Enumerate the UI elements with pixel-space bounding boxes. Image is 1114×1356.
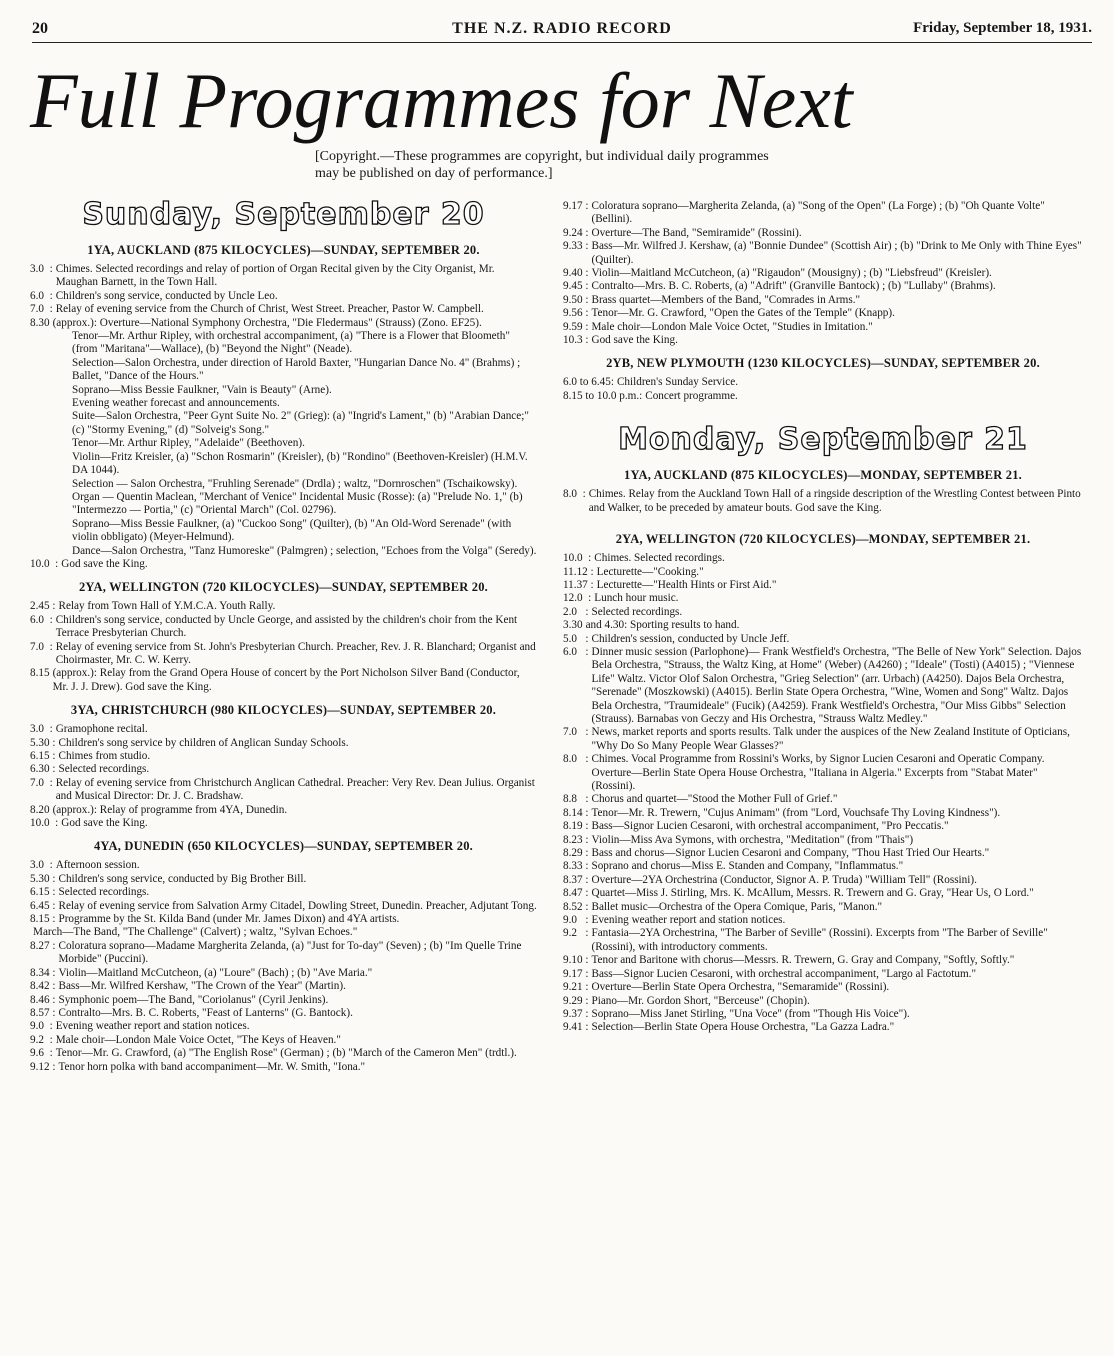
programme-entry — [30, 817, 537, 830]
entry-time: 7.0 : — [30, 640, 53, 653]
entry-time: 8.52 : — [563, 900, 589, 913]
entry-time: 9.0 : — [30, 1020, 53, 1033]
entry-text: Tenor and Baritone with chorus—Messrs. R. Trewern, G. Gray and Company, "Softly, Softly." — [591, 954, 1015, 967]
dunedin-sunday-entries — [30, 859, 537, 1074]
entry-time: 9.21 : — [563, 981, 589, 994]
programme-item: Violin—Fritz Kreisler, (a) "Schon Rosmarin" (Kreisler), (b) "Rondino" (Beethoven-Kreisler) (H.M.V. DA 1044). — [72, 450, 528, 477]
entry-text: Chorus and quartet—"Stood the Mother Full of Grief." — [591, 793, 838, 806]
programme-entry — [563, 294, 1083, 307]
programme-entry — [563, 267, 1083, 280]
copyright-notice: [Copyright.—These programmes are copyright, but individual daily programmes may be published on day of performance.] — [315, 149, 769, 181]
programme-entry — [30, 1020, 537, 1033]
programme-entry — [30, 750, 537, 763]
entry-time: 9.59 : — [563, 320, 589, 333]
programme-entry — [30, 926, 537, 939]
entry-text: Children's Sunday Service. — [616, 376, 738, 389]
entry-time: 8.8 : — [563, 793, 589, 806]
entry-time: 9.10 : — [563, 954, 589, 967]
auckland-sunday-items — [30, 330, 537, 558]
entry-text: Tenor—Mr. G. Crawford, (a) "The English Rose" (German) ; (b) "March of the Cameron Men" (trdtl.). — [55, 1047, 517, 1060]
entry-time: 8.23 : — [563, 833, 589, 846]
entry-time: 6.0 : — [30, 289, 53, 302]
programme-entry — [30, 667, 537, 694]
entry-text: Male choir—London Male Voice Octet, "The Keys of Heaven." — [55, 1033, 341, 1046]
programme-entry — [30, 967, 537, 980]
entry-time: 8.19 : — [563, 820, 589, 833]
programme-item: Dance—Salon Orchestra, "Tanz Humoreske" (Palmgren) ; selection, "Echoes from the Volga" (Seredy). — [72, 544, 537, 557]
entry-time: 11.37 : — [563, 578, 594, 591]
programme-entry — [30, 763, 537, 776]
programme-entry — [563, 954, 1083, 967]
entry-text: Children's song service by children of Anglican Sunday Schools. — [58, 736, 349, 749]
entry-time: 5.30 : — [30, 872, 56, 885]
programme-item: Soprano—Miss Bessie Faulkner, "Vain is Beauty" (Arne). — [72, 383, 332, 396]
programme-entry — [30, 859, 537, 872]
entry-time: 9.24 : — [563, 226, 589, 239]
programme-entry — [563, 646, 1083, 726]
entry-time: 5.0 : — [563, 632, 589, 645]
entry-text: Afternoon session. — [55, 859, 140, 872]
entry-text: Quartet—Miss J. Stirling, Mrs. K. McAllum, Messrs. R. Trewern and G. Gray, "Hear Us, O Lord." — [591, 887, 1034, 900]
entry-text: March—The Band, "The Challenge" (Calvert) ; waltz, "Sylvan Echoes." — [33, 926, 358, 939]
entry-text: (approx.): Overture—National Symphony Orchestra, "Die Fledermaus" (Strauss) (Zono. EF25). — [52, 316, 482, 329]
programme-entry — [30, 1007, 537, 1020]
programme-entry — [563, 619, 1083, 632]
programme-entry — [563, 579, 1083, 592]
programme-entry — [563, 390, 1083, 403]
station-heading-1ya-sunday: 1YA, AUCKLAND (875 KILOCYCLES)—SUNDAY, SEPTEMBER 20. — [87, 243, 480, 257]
programme-entry — [563, 981, 1083, 994]
wellington-monday-entries — [563, 552, 1083, 1035]
entry-time: 10.0 : — [563, 552, 592, 565]
entry-text: Lunch hour music. — [594, 592, 679, 605]
entry-text: Children's song service, conducted by Uncle Leo. — [55, 289, 278, 302]
programme-entry — [563, 240, 1083, 267]
programme-item: Selection—Salon Orchestra, under direction of Harold Baxter, "Hungarian Dance No. 4" (Brahms) ; Ballet, "Dance of the Hours." — [72, 356, 521, 383]
entry-text: Relay from Town Hall of Y.M.C.A. Youth Rally. — [58, 600, 276, 613]
entry-text: Coloratura soprano—Madame Margherita Zelanda, (a) "Just for To-day" (Seven) ; (b) "Im Quelle Trine Morbide" (Puccini). — [58, 939, 522, 966]
programme-item: Selection — Salon Orchestra, "Fruhling Serenade" (Drdla) ; waltz, "Dornroschen" (Tschaikowsky). — [72, 477, 518, 490]
entry-time: 10.0 : — [30, 817, 59, 830]
entry-time: 2.45 : — [30, 600, 56, 613]
programme-entry — [563, 753, 1083, 793]
entry-time: 8.46 : — [30, 993, 56, 1006]
programme-entry — [30, 317, 537, 330]
entry-text: Selected recordings. — [58, 763, 150, 776]
entry-text: Concert programme. — [645, 389, 738, 402]
entry-text: Bass and chorus—Signor Lucien Cesaroni and Company, "Thou Hast Tried Our Hearts." — [591, 847, 990, 860]
programme-entry — [563, 968, 1083, 981]
entry-time: 2.0 : — [563, 605, 589, 618]
programme-entry — [563, 552, 1083, 565]
entry-time: 9.37 : — [563, 1007, 589, 1020]
auckland-sunday-entries — [30, 263, 537, 330]
entry-text: Male choir—London Male Voice Octet, "Studies in Imitation." — [591, 320, 873, 333]
entry-text: God save the King. — [61, 817, 148, 830]
entry-time: 9.0 : — [563, 914, 589, 927]
entry-text: Piano—Mr. Gordon Short, "Berceuse" (Chopin). — [591, 994, 810, 1007]
programme-entry — [563, 927, 1083, 954]
entry-text: Tenor—Mr. G. Crawford, "Open the Gates of the Temple" (Knapp). — [591, 307, 895, 320]
entry-time: 9.29 : — [563, 994, 589, 1007]
entry-text: (approx.): Relay of programme from 4YA, Dunedin. — [52, 803, 288, 816]
programme-item: Evening weather forecast and announcements. — [72, 397, 280, 410]
entry-text: and 4.30: Sporting results to hand. — [585, 619, 740, 632]
programme-entry — [563, 633, 1083, 646]
entry-text: Relay of evening service from the Church of Christ, West Street. Preacher, Pastor W. Campbell. — [55, 303, 484, 316]
entry-time: 6.0 : — [563, 645, 589, 658]
entry-time: 6.15 : — [30, 750, 56, 762]
programme-entry — [30, 303, 537, 316]
entry-text: Overture—Berlin State Opera Orchestra, "Semaramide" (Rossini). — [591, 981, 890, 994]
station-heading-2ya-sunday: 2YA, WELLINGTON (720 KILOCYCLES)—SUNDAY, SEPTEMBER 20. — [78, 580, 489, 595]
programme-item: Tenor—Mr. Arthur Ripley, "Adelaide" (Beethoven). — [72, 437, 305, 450]
programme-entry — [563, 200, 1083, 227]
entry-text: Violin—Miss Ava Symons, with orchestra, "Meditation" (from "Thais") — [591, 833, 914, 846]
entry-time: 9.6 : — [30, 1047, 53, 1060]
entry-text: Ballet music—Orchestra of the Opera Comique, Paris, "Manon." — [591, 900, 883, 913]
programme-entry — [563, 887, 1083, 900]
programme-entry — [563, 334, 1083, 347]
programme-entry — [563, 995, 1083, 1008]
entry-text: Lecturette—"Health Hints or First Aid." — [596, 578, 777, 591]
page-number: 20 — [32, 20, 48, 37]
entry-text: Soprano and chorus—Miss E. Standen and Company, "Inflammatus." — [591, 860, 904, 873]
entry-time: 8.29 : — [563, 847, 589, 860]
programme-entry — [30, 1047, 537, 1060]
entry-text: Evening weather report and station notices. — [591, 914, 786, 927]
entry-text: Programme by the St. Kilda Band (under Mr. James Dixon) and 4YA artists. — [58, 913, 400, 926]
entry-time: 3.0 : — [30, 723, 53, 736]
programme-entry — [30, 980, 537, 993]
entry-time: 12.0 : — [563, 592, 592, 605]
entry-time: 9.56 : — [563, 307, 589, 320]
programme-entry — [563, 726, 1083, 753]
entry-text: Overture—The Band, "Semiramide" (Rossini). — [591, 226, 802, 239]
entry-time: 8.33 : — [563, 860, 589, 873]
programme-entry — [563, 1021, 1083, 1034]
entry-text: Selected recordings. — [58, 886, 150, 899]
entry-time: 8.57 : — [30, 1006, 56, 1019]
entry-text: Gramophone recital. — [55, 723, 148, 736]
entry-text: Contralto—Mrs. B. C. Roberts, "Feast of Lanterns" (G. Bantock). — [58, 1006, 353, 1019]
entry-text: Chimes. Vocal Programme from Rossini's Works, by Signor Lucien Cesaroni and Operatic Company. Overture—Berlin State Opera House Orchestra, "Italiana in Algeria." Excerpts from "Stabat Mater" (Rossini). — [591, 753, 1045, 792]
new-plymouth-entries — [563, 376, 1083, 403]
programme-entry — [563, 874, 1083, 887]
entry-text: Evening weather report and station notices. — [55, 1020, 250, 1033]
sunday-title: Sunday, September 20 — [82, 197, 485, 232]
entry-text: Contralto—Mrs. B. C. Roberts, (a) "Adrift" (Granville Bantock) ; (b) "Lullaby" (Brahms). — [591, 280, 996, 293]
entry-text: Lecturette—"Cooking." — [596, 565, 704, 578]
entry-time: 7.0 : — [30, 776, 53, 789]
entry-time: 7.0 : — [563, 726, 589, 739]
entry-time: 8.15 : — [30, 913, 56, 926]
station-heading-2ya-monday: 2YA, WELLINGTON (720 KILOCYCLES)—MONDAY, SEPTEMBER 21. — [615, 532, 1031, 547]
entry-time: 6.30 : — [30, 763, 56, 776]
entry-text: Children's session, conducted by Uncle Jeff. — [591, 632, 790, 645]
programme-entry — [563, 227, 1083, 240]
entry-text: Bass—Mr. Wilfred Kershaw, "The Crown of the Year" (Martin). — [58, 980, 346, 993]
programme-entry — [563, 376, 1083, 389]
programme-entry — [563, 793, 1083, 806]
entry-text: Bass—Mr. Wilfred J. Kershaw, (a) "Bonnie Dundee" (Scottish Air) ; (b) "Drink to Me Only with Thine Eyes" (Quilter). — [591, 240, 1082, 266]
entry-time: 6.45 : — [30, 899, 56, 912]
entry-text: Overture—2YA Orchestrina (Conductor, Signor A. P. Truda) "William Tell" (Rossini). — [591, 873, 977, 886]
entry-time: 8.14 : — [563, 806, 589, 819]
programme-entry — [30, 263, 537, 290]
left-column — [30, 192, 537, 1074]
entry-time: 8.15 — [30, 667, 50, 680]
entry-time: 8.47 : — [563, 887, 589, 900]
entry-text: Relay of evening service from Salvation Army Citadel, Dowling Street, Dunedin. Preacher, Adjutant Tong. — [58, 899, 537, 912]
station-heading-4ya-sunday: 4YA, DUNEDIN (650 KILOCYCLES)—SUNDAY, SEPTEMBER 20. — [93, 839, 474, 854]
entry-text: Coloratura soprano—Margherita Zelanda, (a) "Song of the Open" (La Forge) ; (b) "Oh Quante Volte" (Bellini). — [591, 200, 1045, 226]
programme-entry — [563, 901, 1083, 914]
programme-entry — [563, 807, 1083, 820]
entry-time: 9.2 : — [30, 1033, 53, 1046]
programme-entry — [563, 280, 1083, 293]
entry-text: Chimes. Selected recordings. — [594, 552, 725, 565]
entry-time: 9.17 : — [563, 200, 589, 212]
programme-item: Soprano—Miss Bessie Faulkner, (a) "Cuckoo Song" (Quilter), (b) "An Old-Word Serenade" (with violin obbligato) (Meyer-Helmund). — [72, 517, 512, 544]
publication-title: THE N.Z. RADIO RECORD — [452, 20, 672, 37]
entry-text: Tenor horn polka with band accompaniment—Mr. W. Smith, "Iona." — [58, 1060, 366, 1073]
entry-text: Relay of evening service from St. John's Presbyterian Church. Preacher, Rev. J. R. Blanchard; Organist and Choirmaster, Mr. C. W. Kerry. — [55, 640, 536, 666]
programme-entry — [30, 641, 537, 668]
programme-entry — [30, 1061, 537, 1074]
programme-item: Tenor—Mr. Arthur Ripley, with orchestral accompaniment, (a) "There is a Flower that Bloometh" (from "Maritana"—Wallace), (b) "Beyond the Night" (Neade). — [72, 330, 510, 356]
entry-text: Dinner music session (Parlophone)— Frank Westfield's Orchestra, "The Belle of New York" Selection. Dajos Bela Orchestra, "Strauss, the Waltz King, at Home" (Weber) (A4260) ; "Ideale" (Tosti) (A4015) ; "Viennese Life" Waltz. Victor Olof Salon Orchestra, "Grieg Selection" (arr. Urbach) (A4250). Dajos Bela Orchestra, "Serenade" (Moszkowski) (A4015). Berlin State Opera Orchestra, "Wine, Women and Song" Waltz. Dajos Bela Orchestra, "Traumideale" (Fucik) (A4259). Frank Westfield's Orchestra, "Our Miss Gibbs" Selection (Strauss). Barnabas von Geczy and His Orchestra, "Strauss Waltz Medley." — [591, 645, 1082, 725]
entry-text: God save the King. — [591, 334, 678, 347]
entry-time: 6.0 : — [30, 613, 53, 626]
programme-entry — [30, 737, 537, 750]
programme-entry — [563, 321, 1083, 334]
programme-entry — [30, 614, 537, 641]
programme-entry — [30, 886, 537, 899]
entry-text: Bass—Signor Lucien Cesaroni, with orchestral accompaniment, "Pro Peccatis." — [591, 820, 949, 833]
entry-time: 9.33 : — [563, 240, 589, 253]
issue-date: Friday, September 18, 1931. — [913, 20, 1092, 36]
programme-entry — [563, 860, 1083, 873]
entry-time: 10.3 : — [563, 334, 589, 347]
entry-text: Violin—Maitland McCutcheon, (a) "Loure" (Bach) ; (b) "Ave Maria." — [58, 966, 373, 979]
entry-time: 7.0 : — [30, 303, 53, 316]
entry-time: 5.30 : — [30, 736, 56, 749]
entry-time: 3.0 : — [30, 263, 53, 275]
entry-time: 8.30 — [30, 316, 50, 329]
programme-entry — [30, 913, 537, 926]
programme-entry — [563, 488, 1083, 515]
entry-text: Symphonic poem—The Band, "Coriolanus" (Cyril Jenkins). — [58, 993, 329, 1006]
entry-time: 8.34 : — [30, 966, 56, 979]
entry-text: God save the King. — [61, 557, 148, 570]
entry-time: 9.45 : — [563, 280, 589, 293]
entry-time: 8.0 : — [563, 488, 586, 501]
entry-text: Soprano—Miss Janet Stirling, "Una Voce" (from "Though His Voice"). — [591, 1007, 910, 1020]
programme-entry — [30, 900, 537, 913]
entry-time: 11.12 : — [563, 565, 594, 578]
programme-entry — [563, 1008, 1083, 1021]
programme-entry — [563, 847, 1083, 860]
programme-entry — [30, 1034, 537, 1047]
programme-entry — [30, 290, 537, 303]
station-heading-2yb-sunday: 2YB, NEW PLYMOUTH (1230 KILOCYCLES)—SUNDAY, SEPTEMBER 20. — [606, 356, 1040, 371]
programme-entry — [30, 873, 537, 886]
programme-entry — [30, 804, 537, 817]
programme-item: Organ — Quentin Maclean, "Merchant of Venice" Incidental Music (Rosse): (a) "Prelude No. 1," (b) "Intermezzo — Portia," (c) "Oriental March" (Col. 02796). — [72, 490, 523, 517]
entry-text: Fantasia—2YA Orchestrina, "The Barber of Seville" (Rossini). Excerpts from "The Barber of Seville" (Rossini), with introductory comments. — [591, 927, 1048, 953]
programme-entry — [563, 566, 1083, 579]
dunedin-sunday-continued — [563, 200, 1083, 347]
entry-time: 3.30 — [563, 619, 583, 632]
entry-text: Violin—Maitland McCutcheon, (a) "Rigaudon" (Mousigny) ; (b) "Liebsfreud" (Kreisler). — [591, 267, 992, 280]
entry-time: 9.17 : — [563, 967, 589, 980]
entry-text: Selected recordings. — [591, 605, 683, 618]
entry-text: Brass quartet—Members of the Band, "Comrades in Arms." — [591, 293, 861, 306]
entry-text: Tenor—Mr. R. Trewern, "Cujus Animam" (from "Lord, Vouchsafe Thy Loving Kindness"). — [591, 806, 1001, 819]
entry-time: 9.41 : — [563, 1021, 589, 1034]
christchurch-sunday-entries — [30, 723, 537, 830]
station-heading-3ya-sunday: 3YA, CHRISTCHURCH (980 KILOCYCLES)—SUNDAY, SEPTEMBER 20. — [70, 703, 497, 718]
programme-entry — [30, 600, 537, 613]
entry-time: 9.50 : — [563, 293, 589, 306]
wellington-sunday-entries — [30, 600, 537, 694]
programme-entry — [563, 834, 1083, 847]
entry-time: 8.27 : — [30, 939, 56, 952]
entry-time: 6.15 : — [30, 886, 56, 899]
programme-entry — [30, 723, 537, 736]
programme-entry — [30, 940, 537, 967]
entry-time: 8.0 : — [563, 753, 589, 766]
programme-entry — [563, 606, 1083, 619]
right-column — [563, 200, 1083, 1035]
programme-entry — [563, 592, 1083, 605]
entry-text: Children's song service, conducted by Big Brother Bill. — [58, 872, 307, 885]
monday-title: Monday, September 21 — [618, 422, 1028, 458]
entry-time: 9.12 : — [30, 1060, 56, 1073]
entry-time: 8.42 : — [30, 980, 56, 993]
entry-time: 9.40 : — [563, 267, 589, 280]
programme-entry — [30, 777, 537, 804]
entry-time: 3.0 : — [30, 859, 53, 872]
entry-text: Chimes. Selected recordings and relay of portion of Organ Recital given by the City Organist, Mr. Maughan Barnett, in the Town Hall. — [55, 263, 495, 289]
entry-text: Bass—Signor Lucien Cesaroni, with orchestral accompaniment, "Largo al Factotum." — [591, 967, 977, 980]
entry-time: 8.15 to 10.0 p.m.: — [563, 389, 643, 402]
programme-entry — [30, 994, 537, 1007]
programme-entry — [563, 820, 1083, 833]
entry-time: 10.0 : — [30, 557, 59, 570]
entry-time: 8.37 : — [563, 873, 589, 886]
entry-text: (approx.): Relay from the Grand Opera House of concert by the Port Nicholson Silver Band (Conductor, Mr. J. J. Drew). God save the King. — [52, 667, 520, 693]
auckland-monday-entries — [563, 488, 1083, 515]
entry-text: Selection—Berlin State Opera House Orchestra, "La Gazza Ladra." — [591, 1021, 895, 1034]
entry-text: News, market reports and sports results. Talk under the auspices of the New Zealand Institute of Opticians, "Why Do So Many People Wear Glasses?" — [591, 726, 1070, 752]
programme-item: Suite—Salon Orchestra, "Peer Gynt Suite No. 2" (Grieg): (a) "Ingrid's Lament," (b) "Arabian Dance;" (c) "Stormy Evening," (d) "Solveig's Song." — [72, 410, 529, 436]
page-header — [32, 20, 1092, 43]
entry-time: 6.0 to 6.45: — [563, 376, 614, 389]
entry-time: 8.20 — [30, 803, 50, 816]
programme-entry — [30, 558, 537, 571]
programme-entry — [563, 307, 1083, 320]
programme-entry — [563, 914, 1083, 927]
station-heading-1ya-monday: 1YA, AUCKLAND (875 KILOCYCLES)—MONDAY, SEPTEMBER 21. — [624, 468, 1022, 483]
entry-text: Chimes from studio. — [58, 750, 151, 762]
entry-text: Children's song service, conducted by Uncle George, and assisted by the children's choir from the Kent Terrace Presbyterian Church. — [55, 613, 518, 640]
banner-headline: Full Programmes for Next — [30, 57, 853, 144]
entry-text: Chimes. Relay from the Auckland Town Hall of a ringside description of the Wrestling Contest between Pinto and Walker, to be preceded by amateur bouts. God save the King. — [588, 488, 1081, 514]
entry-time: 9.2 : — [563, 927, 589, 940]
entry-text: Relay of evening service from Christchurch Anglican Cathedral. Preacher: Very Rev. Dean Julius. Organist and Musical Director: Dr. J. C. Bradshaw. — [55, 776, 535, 803]
